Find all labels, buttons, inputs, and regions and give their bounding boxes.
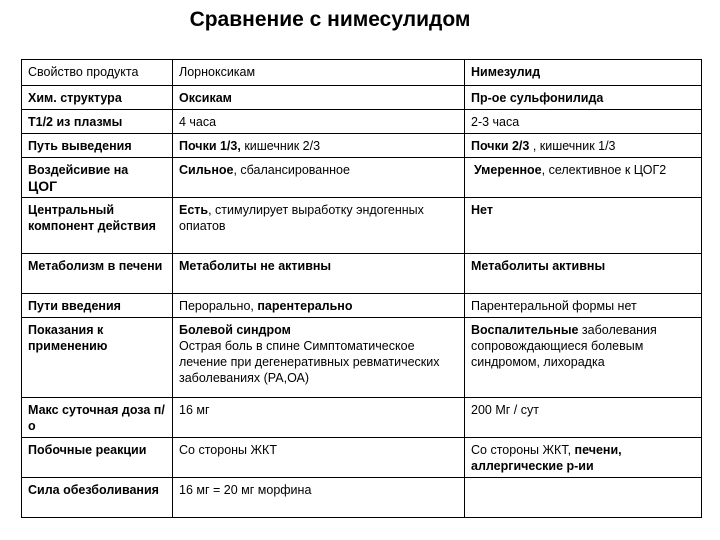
cell-text-bold: печени, аллергические р-ии [471, 443, 622, 473]
cell-text: Метаболиты активны [471, 259, 606, 273]
header-label: Нимезулид [471, 65, 541, 79]
property-cell [22, 318, 173, 398]
table-row [22, 318, 702, 398]
cell-text: кишечник 2/3 [240, 139, 321, 153]
property-cell [22, 398, 173, 438]
cell-text: Пр-ое сульфонилида [471, 91, 604, 105]
cell-text: 200 Мг / сут [471, 403, 539, 417]
cell-text: , кишечник 1/3 [529, 139, 616, 153]
cell-text: , сбалансированное [233, 163, 350, 177]
property-cell [22, 110, 173, 134]
header-cell-lornoxicam [173, 60, 465, 86]
header-cell-nimesulide [465, 60, 702, 86]
property-cell [22, 254, 173, 294]
property-cell [22, 134, 173, 158]
table-row [22, 294, 702, 318]
table-row [22, 478, 702, 518]
cell-text: Пути введения [28, 299, 121, 313]
property-cell [22, 438, 173, 478]
header-cell-property [22, 60, 173, 86]
lornoxicam-cell [173, 438, 465, 478]
property-cell [22, 86, 173, 110]
cell-text: Побочные реакции [28, 443, 147, 457]
cell-text-bold: Сильное [179, 163, 234, 177]
property-cell [22, 198, 173, 254]
lornoxicam-cell [173, 134, 465, 158]
nimesulide-cell [465, 110, 702, 134]
property-cell [22, 158, 173, 198]
cell-text-bold: Почки 2/3 [471, 139, 530, 153]
table-row [22, 134, 702, 158]
cell-text: Острая боль в спине Симптоматическое лечение при дегенеративных ревматических заболеваниях (РА,ОА) [179, 339, 440, 385]
table-row [22, 254, 702, 294]
cell-text: , селективное к ЦОГ2 [541, 163, 667, 177]
cell-text: , стимулирует выработку эндогенных опиатов [179, 203, 424, 233]
nimesulide-cell [465, 318, 702, 398]
comparison-table [21, 59, 702, 518]
table-row [22, 198, 702, 254]
cell-text: 4 часа [179, 115, 217, 129]
cell-text: Центральный компонент действия [28, 203, 156, 233]
cell-text: Метаболизм в печени [28, 259, 163, 273]
cell-text: Со стороны ЖКТ [179, 443, 277, 457]
cell-text-bold: Почки 1/3, [179, 139, 241, 153]
lornoxicam-cell [173, 198, 465, 254]
lornoxicam-cell [173, 398, 465, 438]
nimesulide-cell [465, 398, 702, 438]
cell-text: Перорально, [179, 299, 258, 313]
lornoxicam-cell [173, 294, 465, 318]
nimesulide-cell [465, 438, 702, 478]
nimesulide-cell [465, 294, 702, 318]
nimesulide-cell [465, 86, 702, 110]
property-cell [22, 478, 173, 518]
cell-text: Нет [471, 203, 493, 217]
nimesulide-cell [465, 134, 702, 158]
header-label: Свойство продукта [28, 65, 139, 79]
table-row [22, 438, 702, 478]
cell-text: Т1/2 из плазмы [28, 115, 123, 129]
nimesulide-cell [465, 198, 702, 254]
lornoxicam-cell [173, 158, 465, 198]
cell-text: 2-3 часа [471, 115, 520, 129]
cell-text: ЦОГ [28, 178, 58, 194]
property-cell [22, 294, 173, 318]
lornoxicam-cell [173, 478, 465, 518]
cell-text: Хим. структура [28, 91, 122, 105]
cell-text: Показания к применению [28, 323, 108, 353]
cell-text-bold: Воспалительные [471, 323, 579, 337]
lornoxicam-cell [173, 86, 465, 110]
cell-text: Парентеральной формы нет [471, 299, 637, 313]
table-row [22, 158, 702, 198]
cell-text-bold: Есть [179, 203, 209, 217]
cell-text: Сила обезболивания [28, 483, 159, 497]
lornoxicam-cell [173, 254, 465, 294]
cell-text: Воздейсивие на [28, 163, 129, 177]
cell-text: Макс суточная доза п/о [28, 403, 165, 433]
lornoxicam-cell [173, 110, 465, 134]
cell-text: Со стороны ЖКТ, [471, 443, 575, 457]
cell-text: Оксикам [179, 91, 232, 105]
nimesulide-cell [465, 478, 702, 518]
cell-text: Путь выведения [28, 139, 132, 153]
cell-text: 16 мг [179, 403, 210, 417]
cell-text-bold: Болевой синдром [179, 323, 291, 337]
header-label: Лорноксикам [179, 65, 256, 79]
cell-text: Метаболиты не активны [179, 259, 332, 273]
table-header-row [22, 60, 702, 86]
table-row [22, 110, 702, 134]
table-row [22, 86, 702, 110]
table-row [22, 398, 702, 438]
lornoxicam-cell [173, 318, 465, 398]
cell-text: 16 мг = 20 мг морфина [179, 483, 312, 497]
nimesulide-cell [465, 254, 702, 294]
nimesulide-cell [465, 158, 702, 198]
cell-text-bold: Умеренное [474, 163, 542, 177]
cell-text-bold: парентерально [257, 299, 353, 313]
cell-text: заболевания сопровождающиеся болевым синдромом, лихорадка [471, 323, 657, 369]
page-title: Сравнение с нимесулидом [189, 8, 471, 31]
